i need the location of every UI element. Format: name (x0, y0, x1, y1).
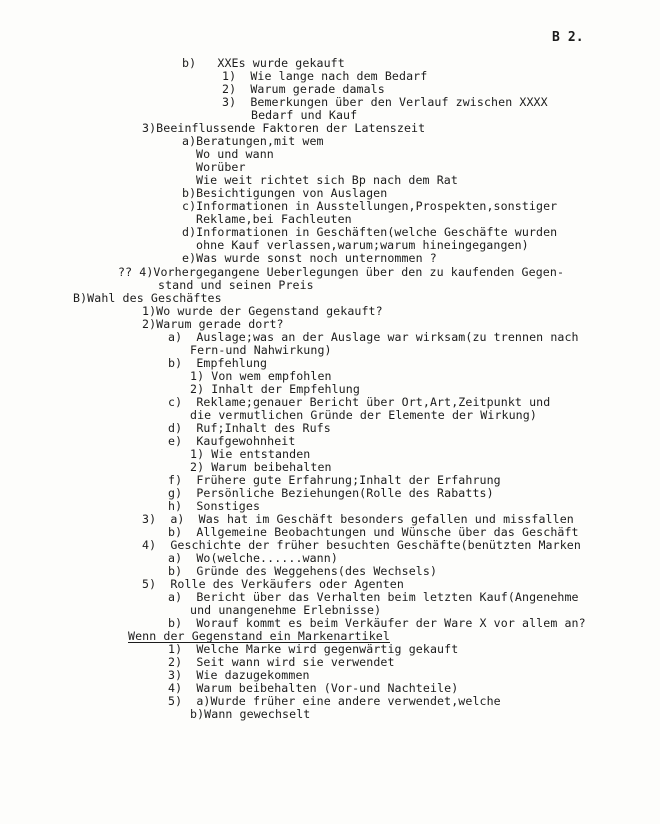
text-line: Fern-und Nahwirkung) (190, 343, 332, 357)
text-line: b) XXEs wurde gekauft (182, 56, 345, 70)
text-line: Wo und wann (196, 147, 274, 161)
text-line: b)Wann gewechselt (190, 707, 311, 721)
text-line: e)Was wurde sonst noch unternommen ? (182, 251, 437, 265)
text-line: 5) Rolle des Verkäufers oder Agenten (142, 577, 404, 591)
text-line: a) Wo(welche......wann) (168, 551, 338, 565)
text-line: d) Ruf;Inhalt des Rufs (168, 421, 331, 435)
text-line: die vermutlichen Gründe der Elemente der Wirkung) (190, 408, 537, 422)
text-line: c)Informationen in Ausstellungen,Prospekten,sonstiger (182, 199, 558, 213)
text-line: e) Kaufgewohnheit (168, 434, 296, 448)
text-line: a)Beratungen,mit wem (182, 134, 324, 148)
text-line: 2) Inhalt der Empfehlung (190, 382, 360, 396)
text-line: 3) Wie dazugekommen (168, 668, 310, 682)
text-line: B)Wahl des Geschäftes (73, 291, 222, 305)
text-line: stand und seinen Preis (158, 278, 314, 292)
text-line: c) Reklame;genauer Bericht über Ort,Art,Zeitpunkt und (168, 395, 551, 409)
text-line: g) Persönliche Beziehungen(Rolle des Rabatts) (168, 486, 494, 500)
text-line: a) Bericht über das Verhalten beim letzten Kauf(Angenehme (168, 590, 579, 604)
text-line: d)Informationen in Geschäften(welche Geschäfte wurden (182, 225, 558, 239)
text-line: 3) Bemerkungen über den Verlauf zwischen XXXX (222, 95, 548, 109)
text-line: 2) Warum gerade damals (222, 82, 385, 96)
section-heading-line: Wenn der Gegenstand ein Markenartikel (128, 629, 390, 643)
text-line: Bedarf und Kauf (251, 108, 358, 122)
text-line: Reklame,bei Fachleuten (196, 212, 352, 226)
text-line: b) Allgemeine Beobachtungen und Wünsche über das Geschäft (168, 525, 579, 539)
text-line: 5) a)Wurde früher eine andere verwendet,welche (168, 694, 501, 708)
page-number: B 2. (552, 30, 584, 45)
text-line: und unangenehme Erlebnisse) (190, 603, 382, 617)
text-line: ?? 4)Vorhergegangene Ueberlegungen über den zu kaufenden Gegen- (118, 265, 565, 279)
text-line: ohne Kauf verlassen,warum;warum hineingegangen) (196, 238, 529, 252)
text-line: 2) Seit wann wird sie verwendet (168, 655, 395, 669)
text-line: 1) Von wem empfohlen (190, 369, 332, 383)
text-line: b) Worauf kommt es beim Verkäufer der Ware X vor allem an? (168, 616, 586, 630)
text-line: Wie weit richtet sich Bp nach dem Rat (196, 173, 458, 187)
text-line: 1) Wie entstanden (190, 447, 311, 461)
text-line: 2)Warum gerade dort? (142, 317, 284, 331)
text-line: h) Sonstiges (168, 499, 261, 513)
text-line: 1)Wo wurde der Gegenstand gekauft? (142, 304, 383, 318)
text-line: Worüber (196, 160, 246, 174)
text-line: 3)Beeinflussende Faktoren der Latenszeit (142, 121, 426, 135)
text-line: a) Auslage;was an der Auslage war wirksam(zu trennen nach (168, 330, 579, 344)
text-line: f) Frühere gute Erfahrung;Inhalt der Erfahrung (168, 473, 501, 487)
text-line: 1) Wie lange nach dem Bedarf (222, 69, 428, 83)
text-line: b) Empfehlung (168, 356, 268, 370)
text-line: 3) a) Was hat im Geschäft besonders gefallen und missfallen (142, 512, 574, 526)
text-line: 4) Warum beibehalten (Vor-und Nachteile) (168, 681, 459, 695)
text-line: b)Besichtigungen von Auslagen (182, 186, 388, 200)
text-line: 2) Warum beibehalten (190, 460, 332, 474)
text-line: b) Gründe des Weggehens(des Wechsels) (168, 564, 438, 578)
text-line: 1) Welche Marke wird gegenwärtig gekauft (168, 642, 459, 656)
text-line: 4) Geschichte der früher besuchten Geschäfte(benützten Marken (142, 538, 581, 552)
